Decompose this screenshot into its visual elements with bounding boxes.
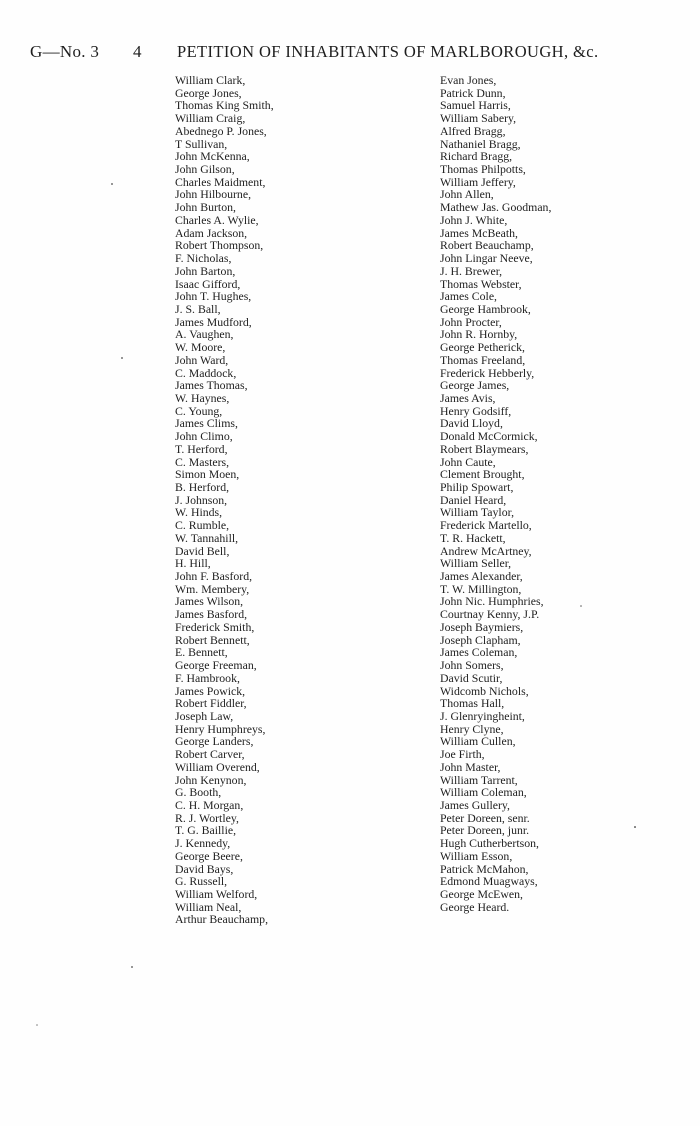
signature-name: Philip Spowart, xyxy=(440,480,514,494)
signature-name: H. Hill, xyxy=(175,556,211,571)
signature-name: J. Glenryingheint, xyxy=(440,708,525,723)
signature-name: James McBeath, xyxy=(440,225,518,240)
signature-name: Widcomb Nichols, xyxy=(440,683,529,698)
signature-name: James Clims, xyxy=(175,416,238,431)
signature-name: John Kenynon, xyxy=(175,772,247,787)
signature-name: C. H. Morgan, xyxy=(175,797,244,812)
signature-name: James Avis, xyxy=(440,390,496,405)
signature-name: George Jones, xyxy=(175,85,242,100)
signature-name: W. Tannahill, xyxy=(175,530,239,545)
signature-name: William Clark, xyxy=(175,73,246,87)
paper-speck xyxy=(121,357,123,359)
signature-name: Peter Doreen, junr. xyxy=(440,823,530,838)
signature-name: Thomas King Smith, xyxy=(175,98,274,113)
signature-name: James Coleman, xyxy=(440,645,518,660)
signature-name: Isaac Gifford, xyxy=(175,276,241,291)
signature-name: Robert Thompson, xyxy=(175,238,264,253)
signature-name: E. Bennett, xyxy=(175,645,228,660)
signature-name: Adam Jackson, xyxy=(175,225,248,240)
signature-name: Henry Godsiff, xyxy=(440,403,512,418)
signature-name: Donald McCormick, xyxy=(440,429,538,444)
signature-name: John Hilbourne, xyxy=(175,187,252,202)
signature-name: James Mudford, xyxy=(175,314,252,329)
signature-name: James Powick, xyxy=(175,683,246,698)
signature-name: Henry Humphreys, xyxy=(175,721,266,736)
signature-name: T. R. Hackett, xyxy=(440,530,506,545)
signature-name: Abednego P. Jones, xyxy=(175,123,267,138)
signature-name: John Master, xyxy=(440,759,501,774)
signature-name: Evan Jones, xyxy=(440,73,497,87)
signature-name: G. Booth, xyxy=(175,785,222,800)
signature-name: Nathaniel Bragg, xyxy=(440,136,521,151)
signature-name: Joseph Law, xyxy=(175,708,234,723)
signature-name: Thomas Webster, xyxy=(440,276,522,291)
signature-name: James Thomas, xyxy=(175,378,248,393)
signature-name: George Beere, xyxy=(175,848,243,863)
signature-name: John Caute, xyxy=(440,454,496,469)
signature-name: John F. Basford, xyxy=(175,569,253,584)
signature-name: William Esson, xyxy=(440,848,513,863)
paper-speck xyxy=(580,605,582,607)
signatures-right-column xyxy=(440,74,551,913)
signature-name: George Freeman, xyxy=(175,658,257,673)
signature-name: Andrew McArtney, xyxy=(440,543,532,558)
signature-name: J. S. Ball, xyxy=(175,301,221,316)
signature-name: William Coleman, xyxy=(440,785,527,800)
signature-name: James Gullery, xyxy=(440,797,510,812)
page-header xyxy=(30,40,670,64)
signature-name: J. H. Brewer, xyxy=(440,263,503,278)
signature-name: James Wilson, xyxy=(175,594,244,609)
signature-name: Patrick Dunn, xyxy=(440,85,506,100)
signature-name: John Lingar Neeve, xyxy=(440,251,533,266)
signature-name: William Tarrent, xyxy=(440,772,518,787)
signature-name: C. Young, xyxy=(175,403,223,418)
signature-name: J. Kennedy, xyxy=(175,836,231,851)
signature-name: C. Masters, xyxy=(175,454,230,469)
signature-name: B. Herford, xyxy=(175,480,230,494)
signature-name: Robert Carver, xyxy=(175,747,245,762)
signature-name: George McEwen, xyxy=(440,887,523,901)
signature-name: William Sabery, xyxy=(440,111,517,126)
signature-name: George Hambrook, xyxy=(440,301,531,316)
signature-name: John Gilson, xyxy=(175,162,235,177)
signature-name: Richard Bragg, xyxy=(440,149,513,164)
signature-name: T Sullivan, xyxy=(175,136,228,151)
signature-name: John Allen, xyxy=(440,187,494,202)
paper-speck xyxy=(131,966,133,968)
signature-name: Daniel Heard, xyxy=(440,492,507,507)
signature-name: Charles Maidment, xyxy=(175,174,266,189)
signature-name: Arthur Beauchamp, xyxy=(175,912,269,927)
signature-name: John Ward, xyxy=(175,352,229,367)
paper-speck xyxy=(111,183,113,185)
signature-name: John Barton, xyxy=(175,263,236,278)
signature-name: Robert Beauchamp, xyxy=(440,238,534,253)
signature-name: Courtnay Kenny, J.P. xyxy=(440,607,540,622)
signature-name: Wm. Membery, xyxy=(175,581,250,596)
signature-name: J. Johnson, xyxy=(175,492,228,507)
signature-name: George Heard. xyxy=(440,899,510,914)
signature-name: John Burton, xyxy=(175,200,236,215)
signature-name: William Craig, xyxy=(175,111,246,126)
signature-name: A. Vaughen, xyxy=(175,327,234,342)
signature-name: Hugh Cutherbertson, xyxy=(440,836,539,851)
signature-name: John Somers, xyxy=(440,658,504,673)
signature-name: Thomas Freeland, xyxy=(440,352,526,367)
signature-name: William Neal, xyxy=(175,899,242,914)
signature-name: Alfred Bragg, xyxy=(440,123,506,138)
signature-name: Frederick Hebberly, xyxy=(440,365,535,380)
signature-name: Mathew Jas. Goodman, xyxy=(440,200,552,215)
page-title: PETITION OF INHABITANTS OF MARLBOROUGH, &c. xyxy=(177,42,599,61)
signature-name: David Bays, xyxy=(175,861,234,876)
signature-name: David Bell, xyxy=(175,543,230,558)
signature-name: Joe Firth, xyxy=(440,747,485,762)
signature-name: George James, xyxy=(440,378,510,393)
signature-name: Frederick Martello, xyxy=(440,518,532,533)
signature-name: Clement Brought, xyxy=(440,467,525,482)
signature-name: James Alexander, xyxy=(440,569,523,584)
paper-speck xyxy=(634,826,636,828)
signature-name: Simon Moen, xyxy=(175,467,240,482)
signature-name: John Nic. Humphries, xyxy=(440,594,544,609)
signature-name: John McKenna, xyxy=(175,149,250,164)
signature-name: R. J. Wortley, xyxy=(175,810,239,825)
signature-name: John T. Hughes, xyxy=(175,289,252,304)
signature-name: W. Moore, xyxy=(175,340,226,355)
signature-name: Peter Doreen, senr. xyxy=(440,810,530,825)
signature-name: Joseph Baymiers, xyxy=(440,619,524,634)
signature-name: Robert Blaymears, xyxy=(440,441,529,456)
signature-name: John Procter, xyxy=(440,314,502,329)
signature-name: Edmond Muagways, xyxy=(440,874,538,889)
signature-name: Robert Bennett, xyxy=(175,632,250,647)
signature-name: James Basford, xyxy=(175,607,248,622)
signature-name: David Lloyd, xyxy=(440,416,503,431)
signature-name: John R. Hornby, xyxy=(440,327,518,342)
paper-speck xyxy=(36,1024,38,1026)
signature-name: John Climo, xyxy=(175,429,233,444)
signature-name: Henry Clyne, xyxy=(440,721,504,736)
signature-name: George Landers, xyxy=(175,734,254,749)
signature-name: T. Herford, xyxy=(175,441,228,456)
signature-name: G. Russell, xyxy=(175,874,228,889)
signature-name: F. Nicholas, xyxy=(175,251,232,266)
page-number: 4 xyxy=(133,42,142,61)
signature-name: Thomas Philpotts, xyxy=(440,162,526,177)
signature-name: William Welford, xyxy=(175,887,258,901)
signature-name: David Scutir, xyxy=(440,670,503,685)
signature-name: Thomas Hall, xyxy=(440,696,505,711)
signature-name: William Jeffery, xyxy=(440,174,516,189)
signature-name: W. Haynes, xyxy=(175,390,230,405)
signature-name: T. W. Millington, xyxy=(440,581,522,596)
signature-name: C. Maddock, xyxy=(175,365,237,380)
paper-reference: G—No. 3 xyxy=(30,42,100,61)
signature-name: George Petherick, xyxy=(440,340,525,355)
signature-name: F. Hambrook, xyxy=(175,670,240,685)
signature-name: Patrick McMahon, xyxy=(440,861,529,876)
signatures-left-column xyxy=(175,74,274,926)
signature-name: Joseph Clapham, xyxy=(440,632,521,647)
signature-name: C. Rumble, xyxy=(175,518,230,533)
signature-name: T. G. Baillie, xyxy=(175,823,237,838)
signature-name: Charles A. Wylie, xyxy=(175,212,259,227)
signature-name: Robert Fiddler, xyxy=(175,696,247,711)
signature-name: William Cullen, xyxy=(440,734,516,749)
signature-name: W. Hinds, xyxy=(175,505,223,520)
signature-name: William Taylor, xyxy=(440,505,515,520)
signature-name: Frederick Smith, xyxy=(175,619,255,634)
signature-name: William Seller, xyxy=(440,556,512,571)
signature-name: James Cole, xyxy=(440,289,498,304)
signature-name: John J. White, xyxy=(440,212,508,227)
signature-name: William Overend, xyxy=(175,759,260,774)
signature-name: Samuel Harris, xyxy=(440,98,511,113)
